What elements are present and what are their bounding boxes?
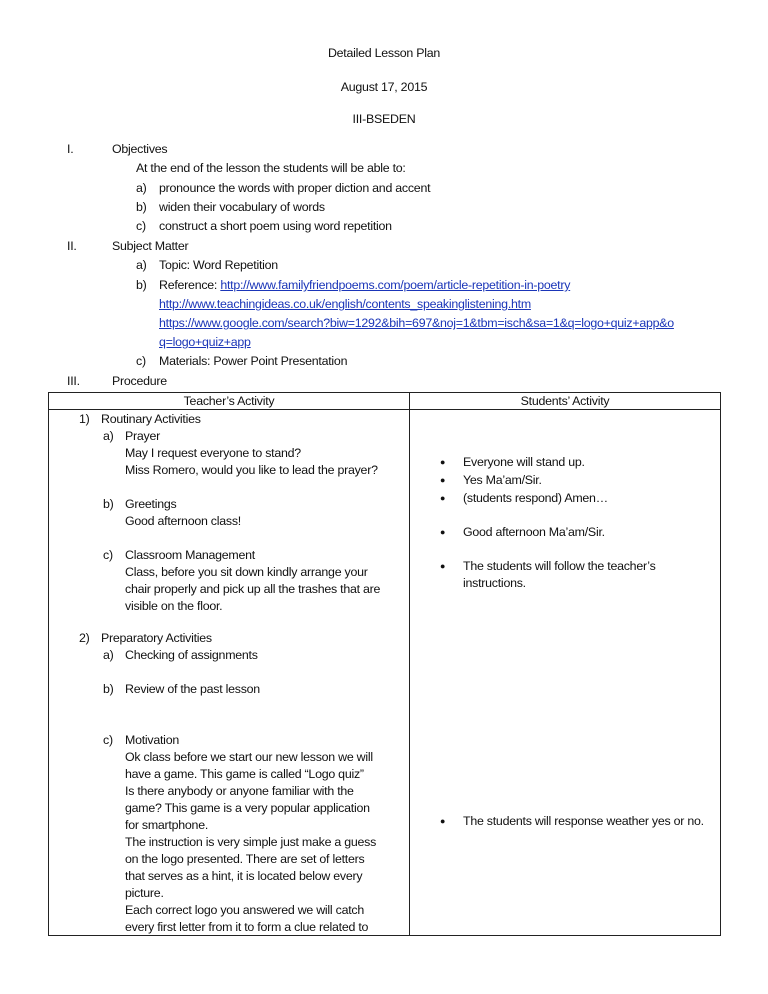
activity-subheading: Motivation [125,733,179,747]
subject-matter-numeral: II. [67,239,77,253]
document-title: Detailed Lesson Plan [327,46,441,60]
teacher-activity-cell [49,410,410,936]
table-header-row [49,393,721,410]
bullet-icon: ● [440,475,446,485]
activity-marker: c) [103,548,113,562]
activity-text: Ok class before we start our new lesson we will [125,750,373,764]
activity-marker: b) [103,497,114,511]
objectives-intro: At the end of the lesson the students will be able to: [136,161,406,175]
activity-marker: b) [103,682,114,696]
activity-text: chair properly and pick up all the trashes that are [125,582,381,596]
activity-text: have a game. This game is called “Logo quiz” [125,767,364,781]
objective-item: pronounce the words with proper diction and accent [159,181,431,195]
objectives-heading: Objectives [112,142,168,156]
activity-marker: 2) [79,631,90,645]
subject-matter-heading: Subject Matter [112,239,189,253]
bullet-icon: ● [440,527,446,537]
activity-text: picture. [125,886,164,900]
activity-subheading: Greetings [125,497,177,511]
students-activity-header: Students’ Activity [410,393,721,410]
activity-table [48,392,721,936]
activity-text: Good afternoon class! [125,514,241,528]
activity-text: for smartphone. [125,818,209,832]
topic-text: Topic: Word Repetition [159,258,278,272]
student-response: Good afternoon Ma’am/Sir. [463,525,605,539]
bullet-icon: ● [440,816,446,826]
procedure-numeral: III. [67,374,80,388]
activity-marker: 1) [79,412,90,426]
objective-marker: b) [136,200,147,214]
topic-marker: a) [136,258,147,272]
activity-text: Each correct logo you answered we will catch [125,903,364,917]
objective-item: widen their vocabulary of words [159,200,325,214]
activity-subheading: Classroom Management [125,548,255,562]
teacher-activity-header: Teacher’s Activity [49,393,410,410]
student-response: Everyone will stand up. [463,455,585,469]
reference-line [159,278,570,292]
reference-link[interactable]: q=logo+quiz+app [159,335,251,349]
objectives-numeral: I. [67,142,74,156]
activity-text: visible on the floor. [125,599,223,613]
materials-marker: c) [136,354,146,368]
reference-link[interactable]: http://www.teachingideas.co.uk/english/contents_speakinglistening.htm [159,297,531,311]
activity-subheading: Checking of assignments [125,648,258,662]
activity-text: every first letter from it to form a clue related to [125,920,369,934]
activity-text: Miss Romero, would you like to lead the prayer? [125,463,378,477]
activity-marker: a) [103,648,114,662]
bullet-icon: ● [440,457,446,467]
activity-subheading: Review of the past lesson [125,682,260,696]
reference-link[interactable]: http://www.familyfriendpoems.com/poem/article-repetition-in-poetry [220,278,571,292]
activity-text: on the logo presented. There are set of letters [125,852,365,866]
lesson-date: August 17, 2015 [340,80,428,94]
student-response: The students will follow the teacher’s [463,559,656,573]
procedure-heading: Procedure [112,374,167,388]
student-response: instructions. [463,576,526,590]
bullet-icon: ● [440,493,446,503]
section-code: III-BSEDEN [352,112,416,126]
materials-text: Materials: Power Point Presentation [159,354,348,368]
activity-subheading: Prayer [125,429,160,443]
activity-marker: c) [103,733,113,747]
activity-text: that serves as a hint, it is located below every [125,869,363,883]
activity-text: Is there anybody or anyone familiar with the [125,784,354,798]
students-activity-cell [410,410,721,936]
activity-text: Class, before you sit down kindly arrange your [125,565,368,579]
reference-marker: b) [136,278,147,292]
reference-label: Reference: [159,278,221,292]
activity-text: game? This game is a very popular application [125,801,370,815]
activity-marker: a) [103,429,114,443]
activity-heading: Routinary Activities [101,412,201,426]
student-response: Yes Ma’am/Sir. [463,473,542,487]
table-row [49,410,721,936]
activity-text: May I request everyone to stand? [125,446,301,460]
reference-link[interactable]: https://www.google.com/search?biw=1292&bih=697&noj=1&tbm=isch&sa=1&q=logo+quiz+app&o [159,316,674,330]
objective-item: construct a short poem using word repetition [159,219,392,233]
objective-marker: c) [136,219,146,233]
activity-heading: Preparatory Activities [101,631,212,645]
objective-marker: a) [136,181,147,195]
student-response: (students respond) Amen… [463,491,608,505]
activity-text: The instruction is very simple just make a guess [125,835,377,849]
bullet-icon: ● [440,561,446,571]
student-response: The students will response weather yes or no. [463,814,704,828]
